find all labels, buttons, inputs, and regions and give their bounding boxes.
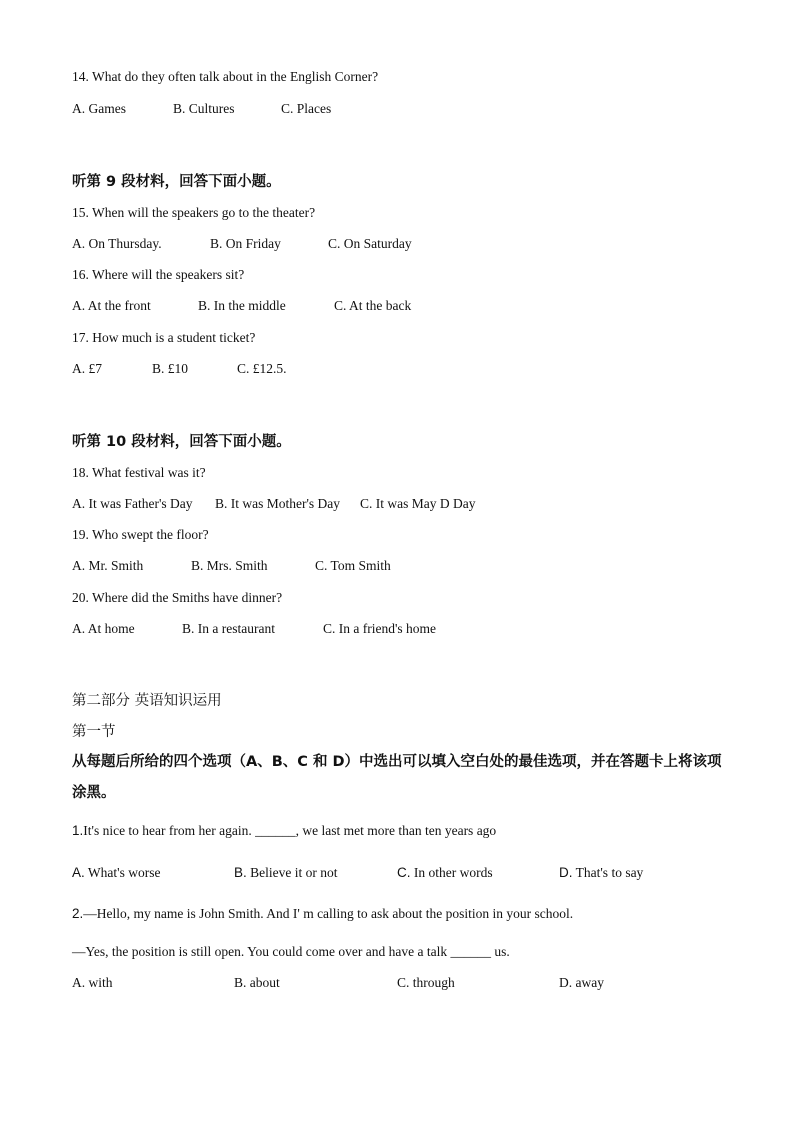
question-number: 14. xyxy=(72,69,89,84)
option-c: C. Places xyxy=(281,101,332,116)
question-text: How much is a student ticket? xyxy=(92,330,256,345)
section-title: 第一节 xyxy=(72,724,116,740)
question-text: Where will the speakers sit? xyxy=(92,267,245,282)
option-c: C. £12.5. xyxy=(237,361,287,376)
question-number: 18. xyxy=(72,465,89,480)
option-b: B. It was Mother's Day xyxy=(215,496,341,511)
question-number: 2. xyxy=(72,906,84,921)
option-d xyxy=(559,864,643,882)
option-b xyxy=(234,864,338,882)
option-c: C. In a friend's home xyxy=(323,621,437,636)
option-text: What's worse xyxy=(87,865,161,880)
part-title: 第二部分 英语知识运用 xyxy=(72,693,222,709)
question-text: Who swept the floor? xyxy=(92,527,209,542)
option-letter: C. xyxy=(397,865,411,880)
question-stem xyxy=(72,822,496,840)
option-b: B. Mrs. Smith xyxy=(191,558,268,573)
option-a: A. It was Father's Day xyxy=(72,496,193,511)
option-b: B. Cultures xyxy=(173,101,235,116)
option-letter: B. xyxy=(234,865,247,880)
option-b: B. In the middle xyxy=(198,298,286,313)
option-c: C. It was May D Day xyxy=(360,496,476,511)
option-b: B. In a restaurant xyxy=(182,621,275,636)
dialogue-reply: —Yes, the position is still open. You could come over and have a talk ______ us. xyxy=(72,944,510,959)
question-stem xyxy=(72,329,255,347)
question-stem xyxy=(72,464,206,482)
option-c: C. On Saturday xyxy=(328,236,412,251)
option-letter: A. xyxy=(72,865,85,880)
option-a: A. £7 xyxy=(72,361,102,376)
option-a: A. At home xyxy=(72,621,135,636)
option-text: That's to say xyxy=(575,865,644,880)
section-heading: 听第 9 段材料，回答下面小题。 xyxy=(72,174,281,190)
option-d: D. away xyxy=(559,975,604,990)
question-stem xyxy=(72,589,282,607)
option-a xyxy=(72,864,160,882)
option-text: In other words xyxy=(413,865,493,880)
question-stem xyxy=(72,68,378,86)
instruction-text: 从每题后所给的四个选项（A、B、C 和 D）中选出可以填入空白处的最佳选项，并在答题卡上将该项涂黑。 xyxy=(72,754,722,801)
option-c: C. Tom Smith xyxy=(315,558,391,573)
option-text: Believe it or not xyxy=(250,865,338,880)
question-stem xyxy=(72,526,209,544)
question-text: What festival was it? xyxy=(92,465,206,480)
section-heading: 听第 10 段材料，回答下面小题。 xyxy=(72,434,291,450)
question-stem xyxy=(72,266,244,284)
question-stem xyxy=(72,204,315,222)
option-b: B. On Friday xyxy=(210,236,281,251)
question-number: 1. xyxy=(72,823,84,838)
option-b: B. £10 xyxy=(152,361,189,376)
option-letter: D. xyxy=(559,865,573,880)
question-number: 16. xyxy=(72,267,89,282)
question-number: 19. xyxy=(72,527,89,542)
question-text: What do they often talk about in the English Corner? xyxy=(92,69,379,84)
option-a: A. At the front xyxy=(72,298,151,313)
option-b: B. about xyxy=(234,975,280,990)
question-text: —Hello, my name is John Smith. And I' m calling to ask about the position in your school. xyxy=(83,906,574,921)
question-number: 17. xyxy=(72,330,89,345)
question-text: Where did the Smiths have dinner? xyxy=(92,590,283,605)
option-c: C. At the back xyxy=(334,298,412,313)
question-number: 20. xyxy=(72,590,89,605)
option-a: A. Games xyxy=(72,101,126,116)
question-stem xyxy=(72,905,573,923)
option-a: A. On Thursday. xyxy=(72,236,162,251)
question-number: 15. xyxy=(72,205,89,220)
question-text: When will the speakers go to the theater? xyxy=(92,205,316,220)
option-c: C. through xyxy=(397,975,455,990)
question-text: It's nice to hear from her again. ______, we last met more than ten years ago xyxy=(83,823,497,838)
option-a: A. with xyxy=(72,975,113,990)
option-c xyxy=(397,864,493,882)
option-a: A. Mr. Smith xyxy=(72,558,144,573)
